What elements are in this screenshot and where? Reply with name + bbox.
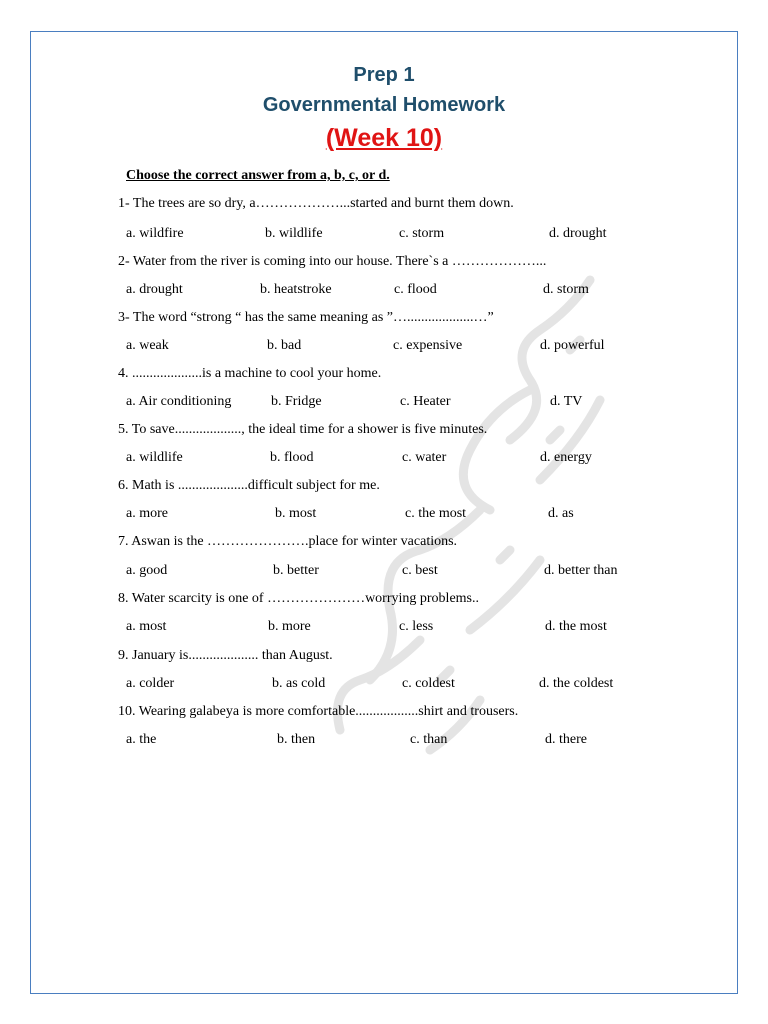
question-4: 4. ....................is a machine to cool your home. (118, 366, 382, 381)
q9-option-c: c. coldest (402, 676, 455, 691)
q8-option-c: c. less (399, 619, 434, 634)
q9-option-d: d. the coldest (539, 676, 614, 691)
q3-option-c: c. expensive (393, 338, 463, 353)
q7-option-d: d. better than (544, 563, 618, 578)
question-7: 7. Aswan is the ………………….place for winter vacations. (118, 534, 458, 549)
q5-option-b: b. flood (270, 450, 314, 465)
q10-option-b: b. then (277, 732, 316, 747)
question-1: 1- The trees are so dry, a………………...started and burnt them down. (118, 196, 514, 211)
week-title: (Week 10) (325, 124, 443, 152)
instructions: Choose the correct answer from a, b, c, or d. (126, 168, 390, 183)
q5-option-a: a. wildlife (126, 450, 183, 465)
q8-option-a: a. most (126, 619, 167, 634)
q3-option-d: d. powerful (540, 338, 605, 353)
question-6: 6. Math is ....................difficult subject for me. (118, 478, 380, 493)
q1-option-c: c. storm (399, 226, 445, 241)
question-2: 2- Water from the river is coming into our house. There`s a ………………... (118, 254, 547, 269)
q8-option-d: d. the most (545, 619, 607, 634)
q2-option-c: c. flood (394, 282, 437, 297)
q9-option-b: b. as cold (272, 676, 326, 691)
q7-option-a: a. good (126, 563, 168, 578)
q2-option-d: d. storm (543, 282, 589, 297)
q7-option-c: c. best (402, 563, 438, 578)
q2-option-b: b. heatstroke (260, 282, 332, 297)
q5-option-c: c. water (402, 450, 447, 465)
question-9: 9. January is.................... than August. (118, 648, 333, 663)
q1-option-a: a. wildfire (126, 226, 184, 241)
q6-option-c: c. the most (405, 506, 467, 521)
question-8: 8. Water scarcity is one of …………………worrying problems.. (118, 591, 479, 606)
q1-option-d: d. drought (549, 226, 607, 241)
q5-option-d: d. energy (540, 450, 592, 465)
q6-option-d: d. as (548, 506, 574, 521)
q2-option-a: a. drought (126, 282, 183, 297)
question-3: 3- The word “strong “ has the same meaning as ”…...................…” (118, 310, 494, 325)
q3-option-a: a. weak (126, 338, 169, 353)
grade-title: Prep 1 (353, 64, 415, 86)
q4-option-a: a. Air conditioning (126, 394, 232, 409)
q4-option-b: b. Fridge (271, 394, 322, 409)
question-10: 10. Wearing galabeya is more comfortable..................shirt and trousers. (118, 704, 519, 719)
q10-option-c: c. than (410, 732, 448, 747)
q1-option-b: b. wildlife (265, 226, 323, 241)
homework-title: Governmental Homework (262, 94, 506, 116)
q4-option-d: d. TV (550, 394, 583, 409)
q8-option-b: b. more (268, 619, 311, 634)
q10-option-a: a. the (126, 732, 157, 747)
q3-option-b: b. bad (267, 338, 302, 353)
q7-option-b: b. better (273, 563, 319, 578)
q9-option-a: a. colder (126, 676, 175, 691)
q6-option-b: b. most (275, 506, 317, 521)
q4-option-c: c. Heater (400, 394, 451, 409)
q10-option-d: d. there (545, 732, 587, 747)
q6-option-a: a. more (126, 506, 168, 521)
question-5: 5. To save..................., the ideal time for a shower is five minutes. (118, 422, 488, 437)
